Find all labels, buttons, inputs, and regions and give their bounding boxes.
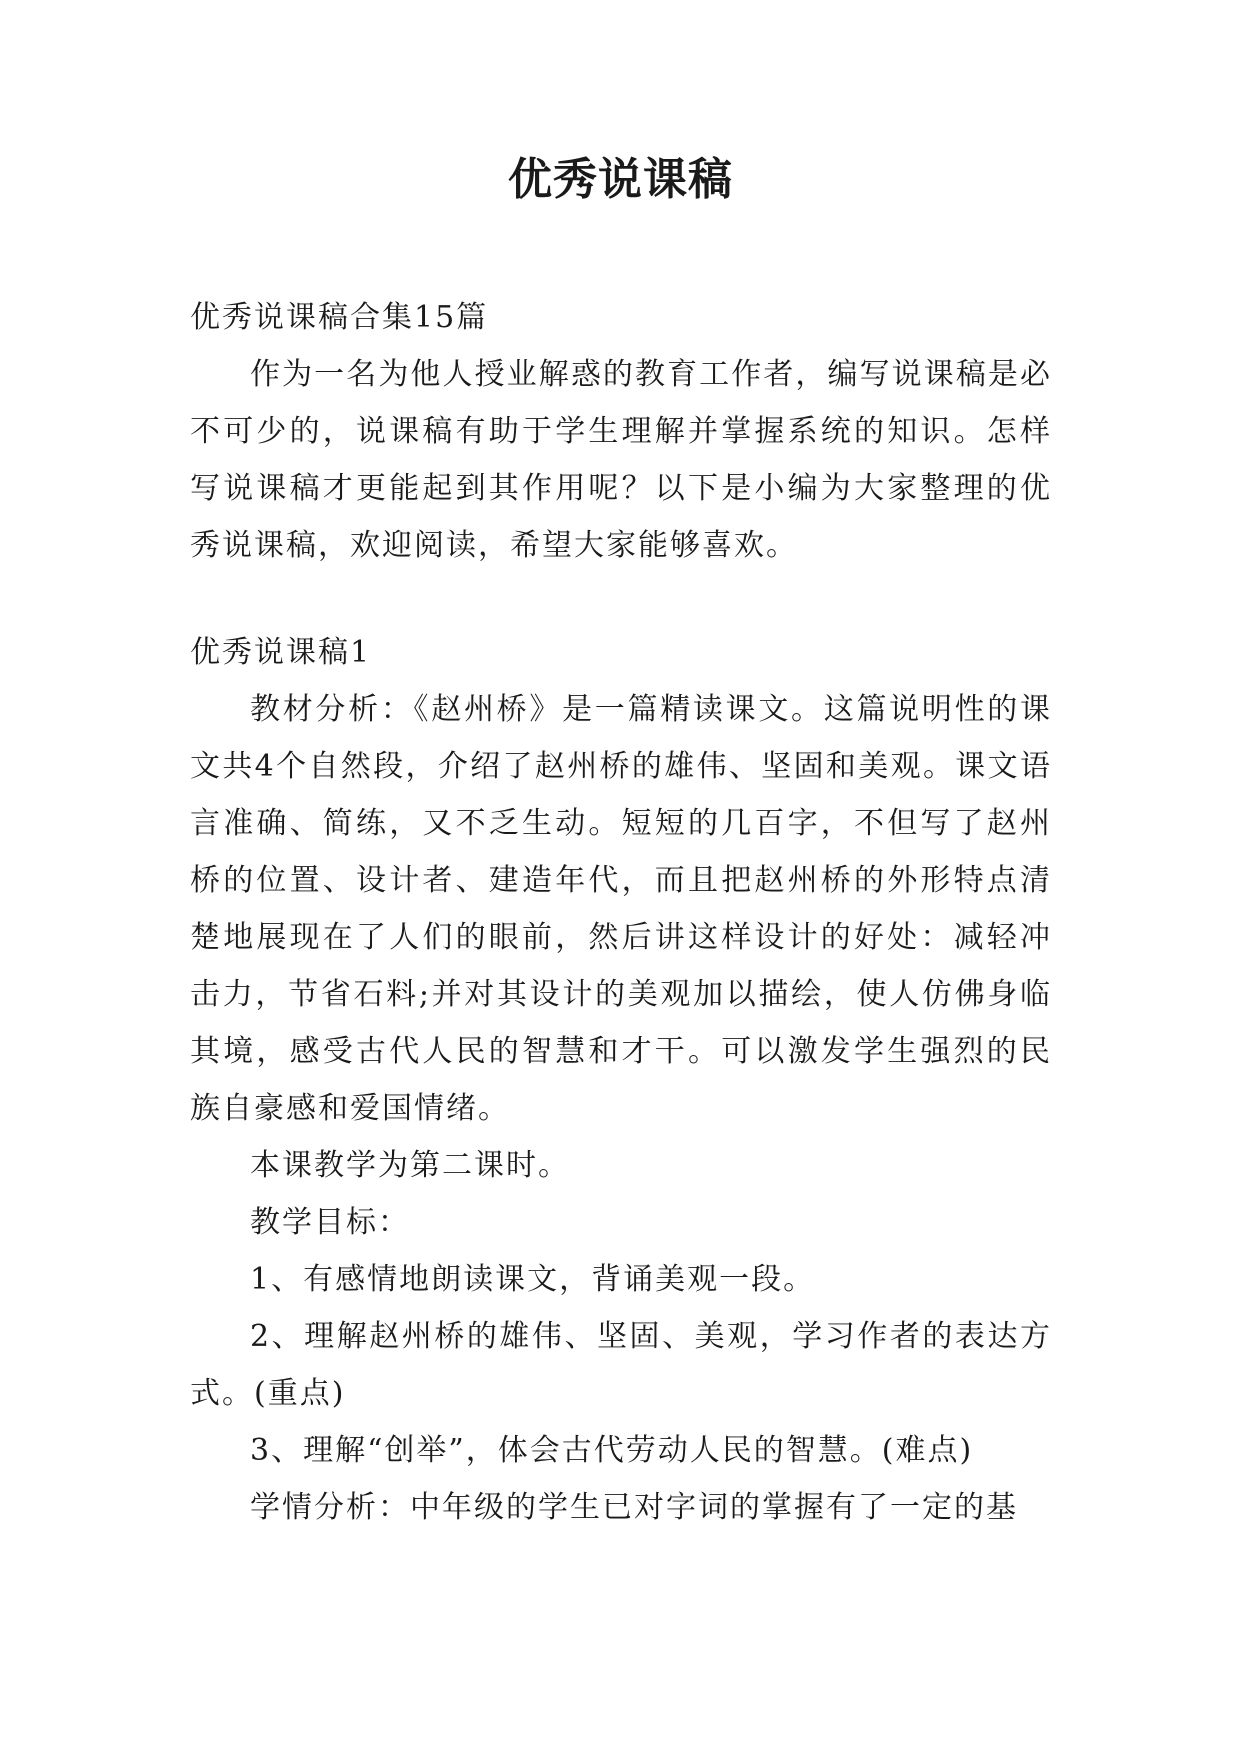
- intro-paragraph: 作为一名为他人授业解惑的教育工作者，编写说课稿是必不可少的，说课稿有助于学生理解并掌握系统的知识。怎样写说课稿才更能起到其作用呢？以下是小编为大家整理的优秀说课稿，欢迎阅读，希望大家能够喜欢。: [190, 357, 1052, 563]
- collection-heading: 优秀说课稿合集15篇: [190, 300, 489, 335]
- section-heading: 优秀说课稿1: [190, 635, 372, 670]
- document-title: 优秀说课稿: [508, 154, 733, 205]
- paragraph-student-analysis: 学情分析：中年级的学生已对字词的掌握有了一定的基: [250, 1490, 1018, 1525]
- paragraph-textbook-analysis: 教材分析：《赵州桥》是一篇精读课文。这篇说明性的课文共4个自然段，介绍了赵州桥的雄伟、坚固和美观。课文语言准确、简练，又不乏生动。短短的几百字，不但写了赵州桥的位置、设计者、建造年代，而且把赵州桥的外形特点清楚地展现在了人们的眼前，然后讲这样设计的好处：减轻冲击力，节省石料;并对其设计的美观加以描绘，使人仿佛身临其境，感受古代人民的智慧和才干。可以激发学生强烈的民族自豪感和爱国情绪。: [190, 692, 1052, 1126]
- paragraph-goal-1: 1、有感情地朗读课文，背诵美观一段。: [250, 1262, 816, 1297]
- paragraph-goal-3: 3、理解“创举”，体会古代劳动人民的智慧。(难点): [250, 1433, 974, 1468]
- paragraph-lesson-period: 本课教学为第二课时。: [250, 1148, 570, 1183]
- paragraph-goals-heading: 教学目标：: [250, 1205, 410, 1240]
- document-body: [190, 289, 1052, 1536]
- paragraph-goal-2: 2、理解赵州桥的雄伟、坚固、美观，学习作者的表达方式。(重点): [190, 1319, 1052, 1411]
